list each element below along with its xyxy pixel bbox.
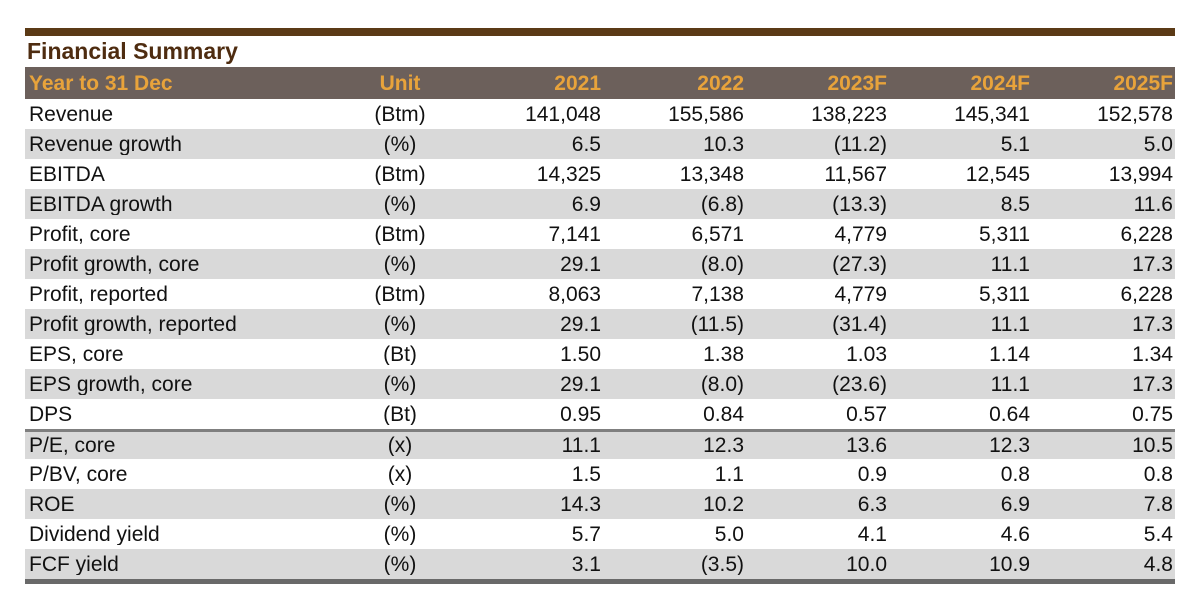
row-value: 10.3 xyxy=(703,133,744,155)
table-row xyxy=(25,549,1175,579)
row-label: Profit growth, core xyxy=(29,253,200,275)
financial-summary-table xyxy=(25,67,1175,584)
table-row xyxy=(25,519,1175,549)
row-value: 1.5 xyxy=(571,463,601,485)
row-label: DPS xyxy=(29,403,73,425)
table-body xyxy=(25,99,1175,579)
row-label: EPS, core xyxy=(29,343,124,365)
row-value: 1.14 xyxy=(989,343,1030,365)
row-value: 6.5 xyxy=(571,133,601,155)
row-value: 13.6 xyxy=(846,435,887,456)
header-year-2022: 2022 xyxy=(697,72,744,94)
row-value: 6.9 xyxy=(1000,493,1030,515)
header-year-2021: 2021 xyxy=(554,72,601,94)
row-value: 141,048 xyxy=(525,103,601,125)
row-value: (13.3) xyxy=(832,193,887,215)
row-value: 7,141 xyxy=(548,223,601,245)
row-value: 5.0 xyxy=(714,523,744,545)
row-value: 4.1 xyxy=(857,523,887,545)
table-row xyxy=(25,189,1175,219)
row-value: 1.38 xyxy=(703,343,744,365)
table-row xyxy=(25,159,1175,189)
row-value: 8,063 xyxy=(548,283,601,305)
row-value: 145,341 xyxy=(954,103,1030,125)
row-value: 12.3 xyxy=(989,435,1030,456)
row-unit: (%) xyxy=(383,313,417,335)
row-value: 14.3 xyxy=(560,493,601,515)
header-label: Year to 31 Dec xyxy=(29,72,173,94)
table-row xyxy=(25,459,1175,489)
row-label: Revenue xyxy=(29,103,114,125)
row-value: 10.2 xyxy=(703,493,744,515)
row-value: 0.57 xyxy=(846,403,887,425)
row-unit: (Bt) xyxy=(383,403,417,425)
row-value: 4.6 xyxy=(1000,523,1030,545)
row-value: 17.3 xyxy=(1132,313,1173,335)
row-value: 6,228 xyxy=(1120,283,1173,305)
table-row xyxy=(25,429,1175,459)
row-unit: (Btm) xyxy=(374,223,426,245)
row-value: 14,325 xyxy=(536,163,601,185)
row-unit: (%) xyxy=(383,193,417,215)
row-label: Dividend yield xyxy=(29,523,160,545)
header-year-2024f: 2024F xyxy=(970,72,1030,94)
row-value: 1.1 xyxy=(714,463,744,485)
row-value: 17.3 xyxy=(1132,373,1173,395)
row-value: 6,228 xyxy=(1120,223,1173,245)
row-label: ROE xyxy=(29,493,75,515)
row-value: 5.7 xyxy=(571,523,601,545)
row-value: 5,311 xyxy=(979,223,1030,245)
row-value: (8.0) xyxy=(700,253,744,275)
row-unit: (%) xyxy=(383,133,417,155)
row-value: 12,545 xyxy=(965,163,1030,185)
row-label: EPS growth, core xyxy=(29,373,193,395)
row-label: P/BV, core xyxy=(29,463,128,485)
row-value: 29.1 xyxy=(560,253,601,275)
row-label: Profit, reported xyxy=(29,283,168,305)
table-row xyxy=(25,249,1175,279)
row-unit: (%) xyxy=(383,493,417,515)
row-value: (3.5) xyxy=(700,553,744,575)
row-unit: (%) xyxy=(383,253,417,275)
row-value: (6.8) xyxy=(700,193,744,215)
row-value: (11.5) xyxy=(690,313,744,335)
row-unit: (%) xyxy=(383,373,417,395)
row-unit: (Btm) xyxy=(374,103,426,125)
row-label: EBITDA growth xyxy=(29,193,173,215)
row-value: 0.64 xyxy=(989,403,1030,425)
row-value: 7,138 xyxy=(691,283,744,305)
row-unit: (Btm) xyxy=(374,163,426,185)
row-value: 0.8 xyxy=(1143,463,1173,485)
row-unit: (x) xyxy=(387,435,413,456)
row-value: 11.1 xyxy=(990,313,1030,335)
row-value: 138,223 xyxy=(811,103,887,125)
row-value: 4.8 xyxy=(1143,553,1173,575)
row-value: 0.9 xyxy=(857,463,887,485)
row-value: 11.1 xyxy=(561,435,601,456)
table-row xyxy=(25,399,1175,429)
row-unit: (Btm) xyxy=(374,283,426,305)
table-row xyxy=(25,129,1175,159)
table-header-row xyxy=(25,67,1175,99)
row-label: Profit, core xyxy=(29,223,131,245)
row-value: 8.5 xyxy=(1000,193,1030,215)
row-value: 5.4 xyxy=(1143,523,1173,545)
row-value: 4,779 xyxy=(834,283,887,305)
row-value: 5,311 xyxy=(979,283,1030,305)
row-value: (8.0) xyxy=(700,373,744,395)
row-value: 1.03 xyxy=(846,343,887,365)
row-unit: (%) xyxy=(383,523,417,545)
top-rule xyxy=(25,28,1175,36)
row-value: 5.1 xyxy=(1000,133,1030,155)
row-value: 10.9 xyxy=(989,553,1030,575)
page-title: Financial Summary xyxy=(27,38,238,64)
row-unit: (x) xyxy=(387,463,413,485)
row-value: 4,779 xyxy=(834,223,887,245)
row-value: 10.0 xyxy=(846,553,887,575)
row-value: 6.9 xyxy=(571,193,601,215)
row-value: 5.0 xyxy=(1143,133,1173,155)
row-value: 11,567 xyxy=(824,163,887,185)
row-value: 0.75 xyxy=(1132,403,1173,425)
row-value: 6.3 xyxy=(857,493,887,515)
row-value: 11.1 xyxy=(990,373,1030,395)
row-value: 155,586 xyxy=(668,103,744,125)
row-value: (11.2) xyxy=(833,133,887,155)
row-value: 0.8 xyxy=(1000,463,1030,485)
row-value: (27.3) xyxy=(832,253,887,275)
row-value: 3.1 xyxy=(571,553,601,575)
row-value: 152,578 xyxy=(1097,103,1173,125)
row-label: P/E, core xyxy=(29,435,116,456)
header-year-2023f: 2023F xyxy=(827,72,887,94)
row-value: 1.50 xyxy=(560,343,601,365)
row-value: 7.8 xyxy=(1143,493,1173,515)
row-label: EBITDA xyxy=(29,163,105,185)
table-row xyxy=(25,309,1175,339)
row-value: 11.1 xyxy=(990,253,1030,275)
row-value: 1.34 xyxy=(1132,343,1173,365)
table-row xyxy=(25,489,1175,519)
row-value: (23.6) xyxy=(832,373,887,395)
row-value: 13,348 xyxy=(679,163,744,185)
row-value: 29.1 xyxy=(560,373,601,395)
row-value: (31.4) xyxy=(832,313,887,335)
table-row xyxy=(25,369,1175,399)
row-value: 6,571 xyxy=(691,223,744,245)
table-row xyxy=(25,99,1175,129)
row-value: 29.1 xyxy=(560,313,601,335)
row-value: 12.3 xyxy=(703,435,744,456)
table-row xyxy=(25,279,1175,309)
row-unit: (Bt) xyxy=(383,343,417,365)
row-label: Profit growth, reported xyxy=(29,313,237,335)
row-value: 13,994 xyxy=(1108,163,1173,185)
row-value: 0.84 xyxy=(703,403,744,425)
row-label: FCF yield xyxy=(29,553,119,575)
header-year-2025f: 2025F xyxy=(1113,72,1173,94)
header-unit: Unit xyxy=(379,72,421,94)
row-value: 17.3 xyxy=(1132,253,1173,275)
row-unit: (%) xyxy=(383,553,417,575)
row-label: Revenue growth xyxy=(29,133,182,155)
row-value: 0.95 xyxy=(560,403,601,425)
table-row xyxy=(25,219,1175,249)
row-value: 11.6 xyxy=(1133,193,1173,215)
row-value: 10.5 xyxy=(1132,435,1173,456)
table-row xyxy=(25,339,1175,369)
